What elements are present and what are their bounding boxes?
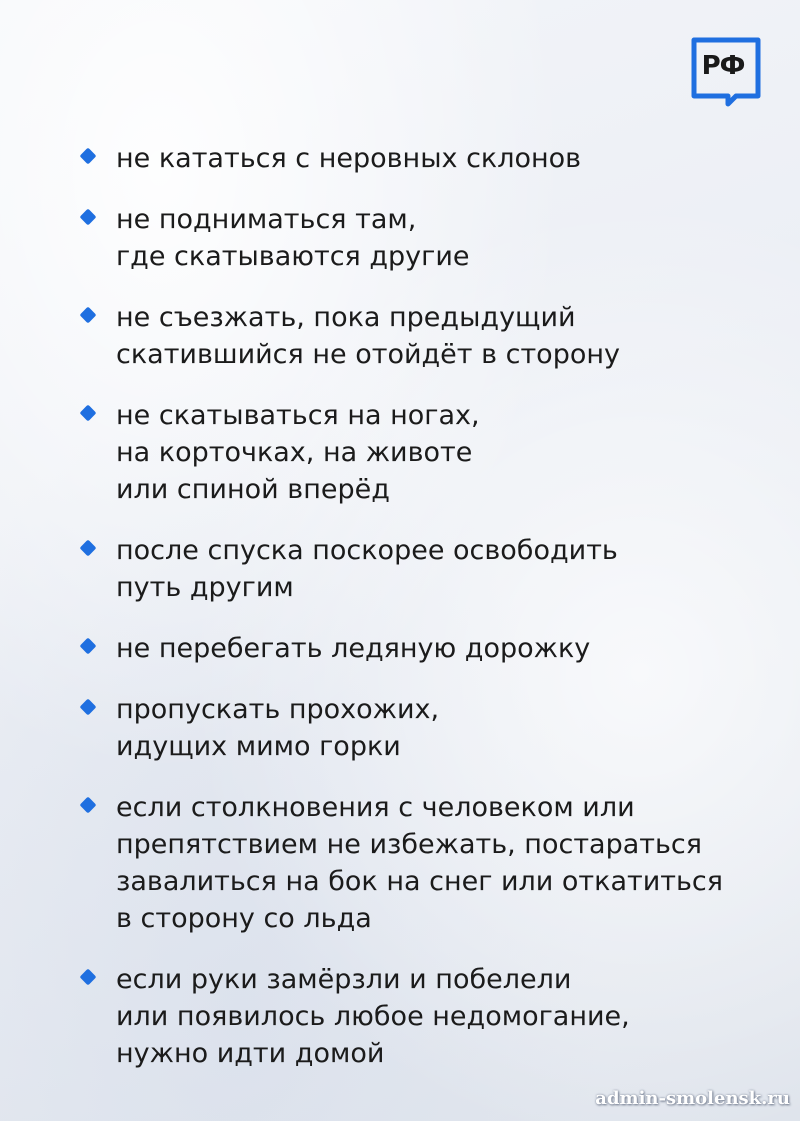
list-item-text: скатившийся не отойдёт в сторону (116, 339, 620, 370)
list-item-text: не кататься с неровных склонов (116, 143, 582, 174)
list-item-text: пропускать прохожих, (116, 694, 440, 725)
rf-logo (690, 36, 762, 108)
safety-rules-list (80, 140, 780, 1096)
list-item-text: не скатываться на ногах, (116, 400, 480, 431)
bullet-diamond-icon (80, 797, 97, 814)
list-item (80, 630, 780, 667)
list-item-text: идущих мимо горки (116, 731, 401, 762)
list-item (80, 532, 780, 606)
bullet-diamond-icon (80, 307, 97, 324)
list-item-text: нужно идти домой (116, 1038, 385, 1069)
list-item (80, 140, 780, 177)
list-item-text: не съезжать, пока предыдущий (116, 302, 576, 333)
bullet-diamond-icon (80, 148, 97, 165)
list-item-text: путь другим (116, 572, 294, 603)
list-item (80, 691, 780, 765)
list-item (80, 299, 780, 373)
list-item-text: если руки замёрзли и побелели (116, 964, 572, 995)
list-item (80, 789, 780, 937)
bullet-diamond-icon (80, 969, 97, 986)
list-item-text: препятствием не избежать, постараться (116, 829, 703, 860)
list-item (80, 961, 780, 1072)
list-item-text: если столкновения с человеком или (116, 792, 635, 823)
list-item-text: на корточках, на животе (116, 437, 473, 468)
logo-text: РФ (701, 51, 745, 81)
list-item (80, 201, 780, 275)
bullet-diamond-icon (80, 699, 97, 716)
list-item-text: после спуска поскорее освободить (116, 535, 618, 566)
list-item-text: завалиться на бок на снег или откатиться (116, 866, 724, 897)
list-item-text: не перебегать ледяную дорожку (116, 633, 591, 664)
list-item-text: не подниматься там, (116, 204, 417, 235)
list-item (80, 397, 780, 508)
list-item-text: или появилось любое недомогание, (116, 1001, 630, 1032)
watermark: admin-smolensk.ru (595, 1088, 790, 1109)
bullet-diamond-icon (80, 540, 97, 557)
list-item-text: или спиной вперёд (116, 474, 390, 505)
bullet-diamond-icon (80, 638, 97, 655)
list-item-text: в сторону со льда (116, 903, 372, 934)
bullet-diamond-icon (80, 209, 97, 226)
bullet-diamond-icon (80, 405, 97, 422)
list-item-text: где скатываются другие (116, 241, 470, 272)
